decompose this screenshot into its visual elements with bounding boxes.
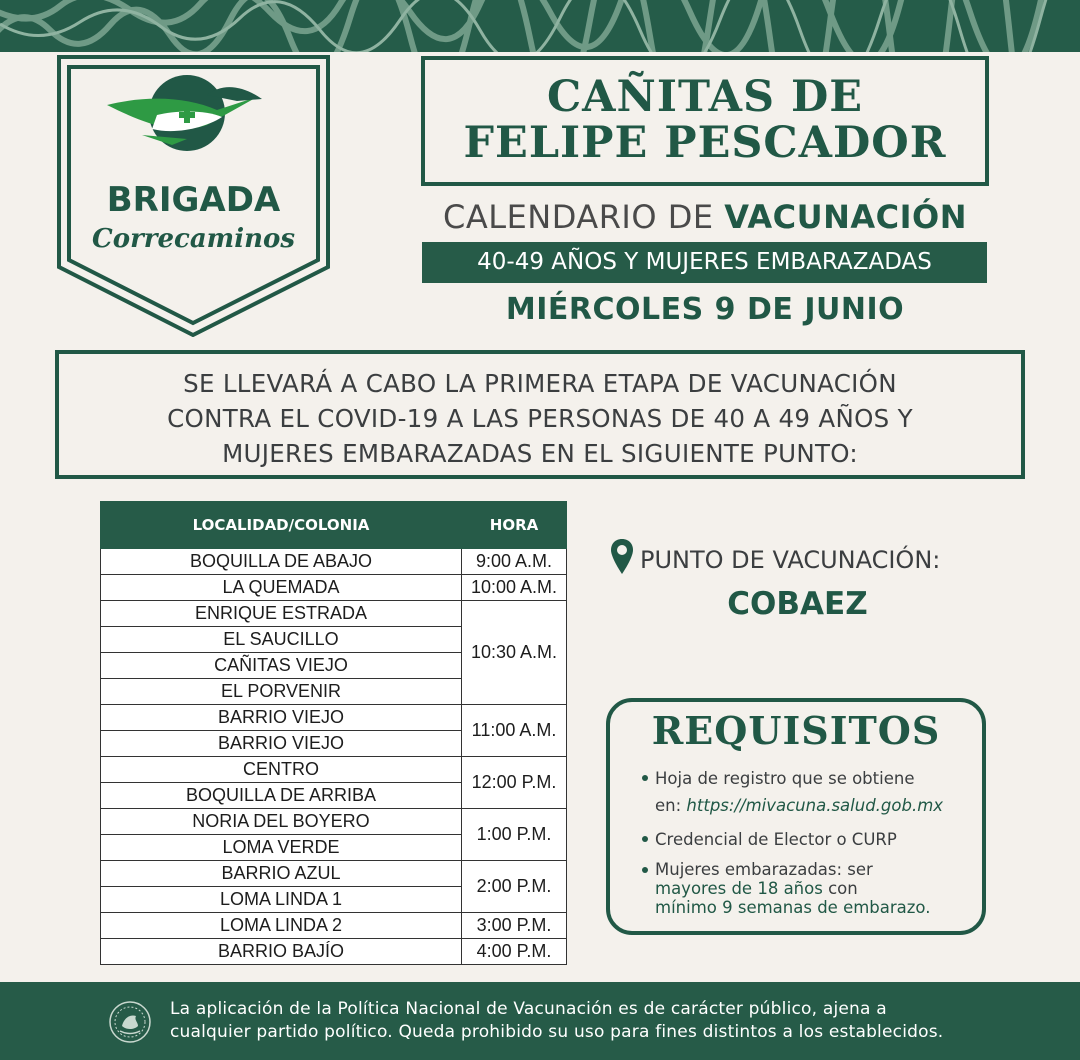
location-cell: EL SAUCILLO: [101, 627, 462, 653]
bullet-icon: [642, 836, 648, 842]
time-cell: 12:00 P.M.: [462, 757, 567, 809]
requirement-item: [642, 860, 930, 917]
location-cell: BARRIO AZUL: [101, 861, 462, 887]
table-row: [101, 575, 567, 601]
requirement-highlight: mayores de 18 años: [655, 879, 823, 898]
table-row: [101, 939, 567, 965]
table-row: [101, 913, 567, 939]
location-cell: LOMA LINDA 1: [101, 887, 462, 913]
announcement-line1: SE LLEVARÁ A CABO LA PRIMERA ETAPA DE VACUNACIÓN: [183, 369, 897, 398]
map-pin-icon: [610, 538, 634, 576]
table-row: [101, 601, 567, 627]
location-cell: NORIA DEL BOYERO: [101, 809, 462, 835]
brigade-title: BRIGADA: [106, 180, 281, 220]
location-cell: CENTRO: [101, 757, 462, 783]
requirement-item: [642, 829, 897, 851]
requirements-title: REQUISITOS: [651, 708, 941, 753]
time-cell: 2:00 P.M.: [462, 861, 567, 913]
location-cell: BOQUILLA DE ABAJO: [101, 549, 462, 575]
bullet-icon: [642, 867, 648, 873]
table-row: [101, 861, 567, 887]
location-cell: ENRIQUE ESTRADA: [101, 601, 462, 627]
decorative-pattern-band: [0, 0, 1080, 52]
footer-line2: cualquier partido político. Queda prohibido su uso para fines distintos a los establecidos.: [170, 1022, 944, 1042]
schedule-table: [100, 501, 567, 965]
time-cell: 11:00 A.M.: [462, 705, 567, 757]
footer-disclaimer: [170, 998, 943, 1044]
location-cell: BARRIO BAJÍO: [101, 939, 462, 965]
location-title-line1: CAÑITAS DE: [546, 72, 864, 122]
time-cell: 9:00 A.M.: [462, 549, 567, 575]
time-cell: 10:30 A.M.: [462, 601, 567, 705]
location-cell: EL PORVENIR: [101, 679, 462, 705]
time-cell: 3:00 P.M.: [462, 913, 567, 939]
location-cell: LA QUEMADA: [101, 575, 462, 601]
header-time: HORA: [462, 502, 567, 549]
location-cell: BARRIO VIEJO: [101, 731, 462, 757]
footer-line1: La aplicación de la Política Nacional de Vacunación es de carácter público, ajena a: [170, 999, 887, 1019]
requirement-text: Mujeres embarazadas: ser: [655, 860, 873, 879]
announcement-box: [55, 350, 1025, 479]
time-cell: 1:00 P.M.: [462, 809, 567, 861]
location-cell: BARRIO VIEJO: [101, 705, 462, 731]
table-row: [101, 809, 567, 835]
event-date: MIÉRCOLES 9 DE JUNIO: [505, 292, 905, 327]
requirement-text: Credencial de Elector o CURP: [655, 830, 897, 849]
calendar-highlight: VACUNACIÓN: [724, 198, 967, 236]
location-cell: LOMA VERDE: [101, 835, 462, 861]
time-cell: 4:00 P.M.: [462, 939, 567, 965]
header-location: LOCALIDAD/COLONIA: [101, 502, 462, 549]
location-title-line2: FELIPE PESCADOR: [463, 118, 947, 168]
table-row: [101, 705, 567, 731]
roadrunner-logo-icon: [107, 75, 262, 151]
requirement-item: [642, 768, 943, 817]
bullet-icon: [642, 775, 648, 781]
time-cell: 10:00 A.M.: [462, 575, 567, 601]
table-header-row: [101, 502, 567, 549]
mexico-seal-icon: [108, 1000, 152, 1044]
location-cell: LOMA LINDA 2: [101, 913, 462, 939]
location-cell: CAÑITAS VIEJO: [101, 653, 462, 679]
requirement-highlight: mínimo 9 semanas de embarazo.: [655, 898, 931, 917]
footer-band: [0, 982, 1080, 1060]
vaccination-point-label: PUNTO DE VACUNACIÓN:: [640, 546, 941, 574]
table-row: [101, 549, 567, 575]
requirement-text: Hoja de registro que se obtiene: [655, 769, 915, 788]
location-title-box: [421, 56, 989, 186]
vaccination-point-name: COBAEZ: [727, 586, 868, 622]
requirement-connector: con: [828, 879, 858, 898]
brigade-subtitle: Correcaminos: [92, 224, 295, 254]
pattern-icon: [0, 0, 1080, 52]
age-group-banner: 40-49 AÑOS Y MUJERES EMBARAZADAS: [422, 242, 987, 283]
calendar-prefix: CALENDARIO DE: [443, 198, 714, 236]
announcement-line2: CONTRA EL COVID-19 A LAS PERSONAS DE 40 A 49 AÑOS Y: [167, 404, 913, 433]
calendar-subtitle: [421, 198, 989, 236]
location-cell: BOQUILLA DE ARRIBA: [101, 783, 462, 809]
table-row: [101, 757, 567, 783]
announcement-line3: MUJERES EMBARAZADAS EN EL SIGUIENTE PUNTO:: [222, 439, 858, 468]
requirement-prefix: en:: [655, 796, 682, 815]
registration-link[interactable]: https://mivacuna.salud.gob.mx: [686, 796, 944, 815]
